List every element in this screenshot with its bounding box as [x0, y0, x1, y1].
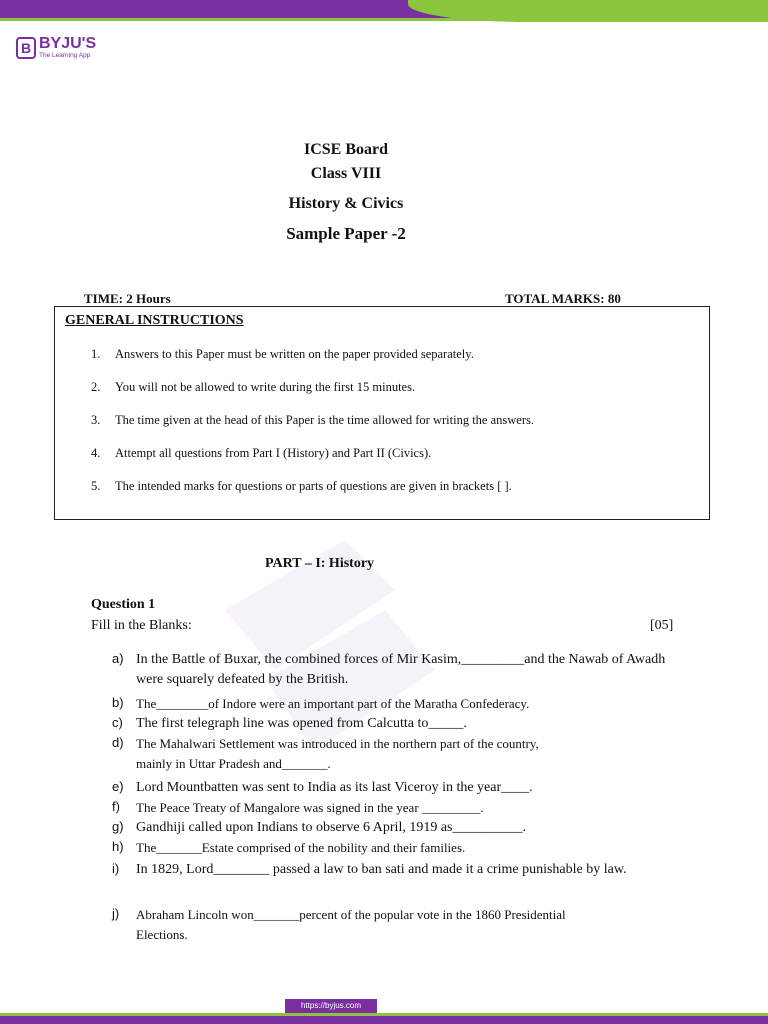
paper-title: Sample Paper -2	[286, 224, 406, 243]
blank-item: b) The________of Indore were an important part of the Maratha Confederacy.	[112, 695, 530, 711]
logo-tagline: The Learning App	[39, 52, 91, 59]
blank-item: j) Abraham Lincoln won_______percent of the popular vote in the 1860 Presidential Elections.	[112, 906, 566, 942]
instruction-item: 4. Attempt all questions from Part I (History) and Part II (Civics).	[91, 446, 432, 460]
question-title: Question 1	[91, 597, 156, 612]
logo-icon: B	[16, 37, 36, 59]
blank-item: e) Lord Mountbatten was sent to India as its last Viceroy in the year____.	[112, 779, 533, 795]
top-decor-bar	[0, 0, 768, 22]
footer-link[interactable]: https://byjus.com	[285, 999, 377, 1013]
blank-item: h) The_______Estate comprised of the nobility and their families.	[112, 839, 466, 855]
top-bar-line	[0, 18, 768, 21]
instruction-item: 2. You will not be allowed to write during the first 15 minutes.	[91, 380, 416, 394]
blank-item: a) In the Battle of Buxar, the combined forces of Mir Kasim,_________and the Nawab of Awadh were squarely defeated by the British.	[112, 651, 666, 687]
subject-title: History & Civics	[288, 195, 404, 212]
blank-item: g) Gandhiji called upon Indians to observe 6 April, 1919 as__________.	[112, 819, 526, 835]
question-subtitle: Fill in the Blanks:	[91, 618, 192, 633]
instruction-item: 1. Answers to this Paper must be written on the paper provided separately.	[91, 347, 474, 361]
time-label: TIME: 2 Hours	[84, 291, 171, 306]
question-marks: [05]	[650, 618, 674, 633]
blank-item: d) The Mahalwari Settlement was introduced in the northern part of the country, mainly in Uttar Pradesh and_______.	[112, 735, 539, 771]
bottom-bar-green	[0, 1013, 768, 1016]
blank-item: i) In 1829, Lord________ passed a law to ban sati and made it a crime punishable by law.	[112, 861, 627, 877]
board-title: ICSE Board	[303, 141, 389, 158]
instructions-heading: GENERAL INSTRUCTIONS	[65, 313, 244, 328]
bottom-decor-bar	[0, 1013, 768, 1024]
total-marks-label: TOTAL MARKS: 80	[505, 291, 621, 306]
blank-item: f) The Peace Treaty of Mangalore was signed in the year _________.	[112, 799, 484, 815]
logo-name: BYJU'S	[39, 35, 97, 52]
instructions-box	[54, 306, 710, 520]
byjus-logo	[16, 36, 96, 60]
blank-item: c) The first telegraph line was opened from Calcutta to_____.	[112, 715, 467, 731]
part-heading: PART – I: History	[265, 556, 375, 571]
instruction-item: 3. The time given at the head of this Paper is the time allowed for writing the answers.	[91, 413, 534, 427]
instruction-item: 5. The intended marks for questions or parts of questions are given in brackets [ ].	[91, 479, 512, 493]
class-title: Class VIII	[310, 165, 382, 182]
